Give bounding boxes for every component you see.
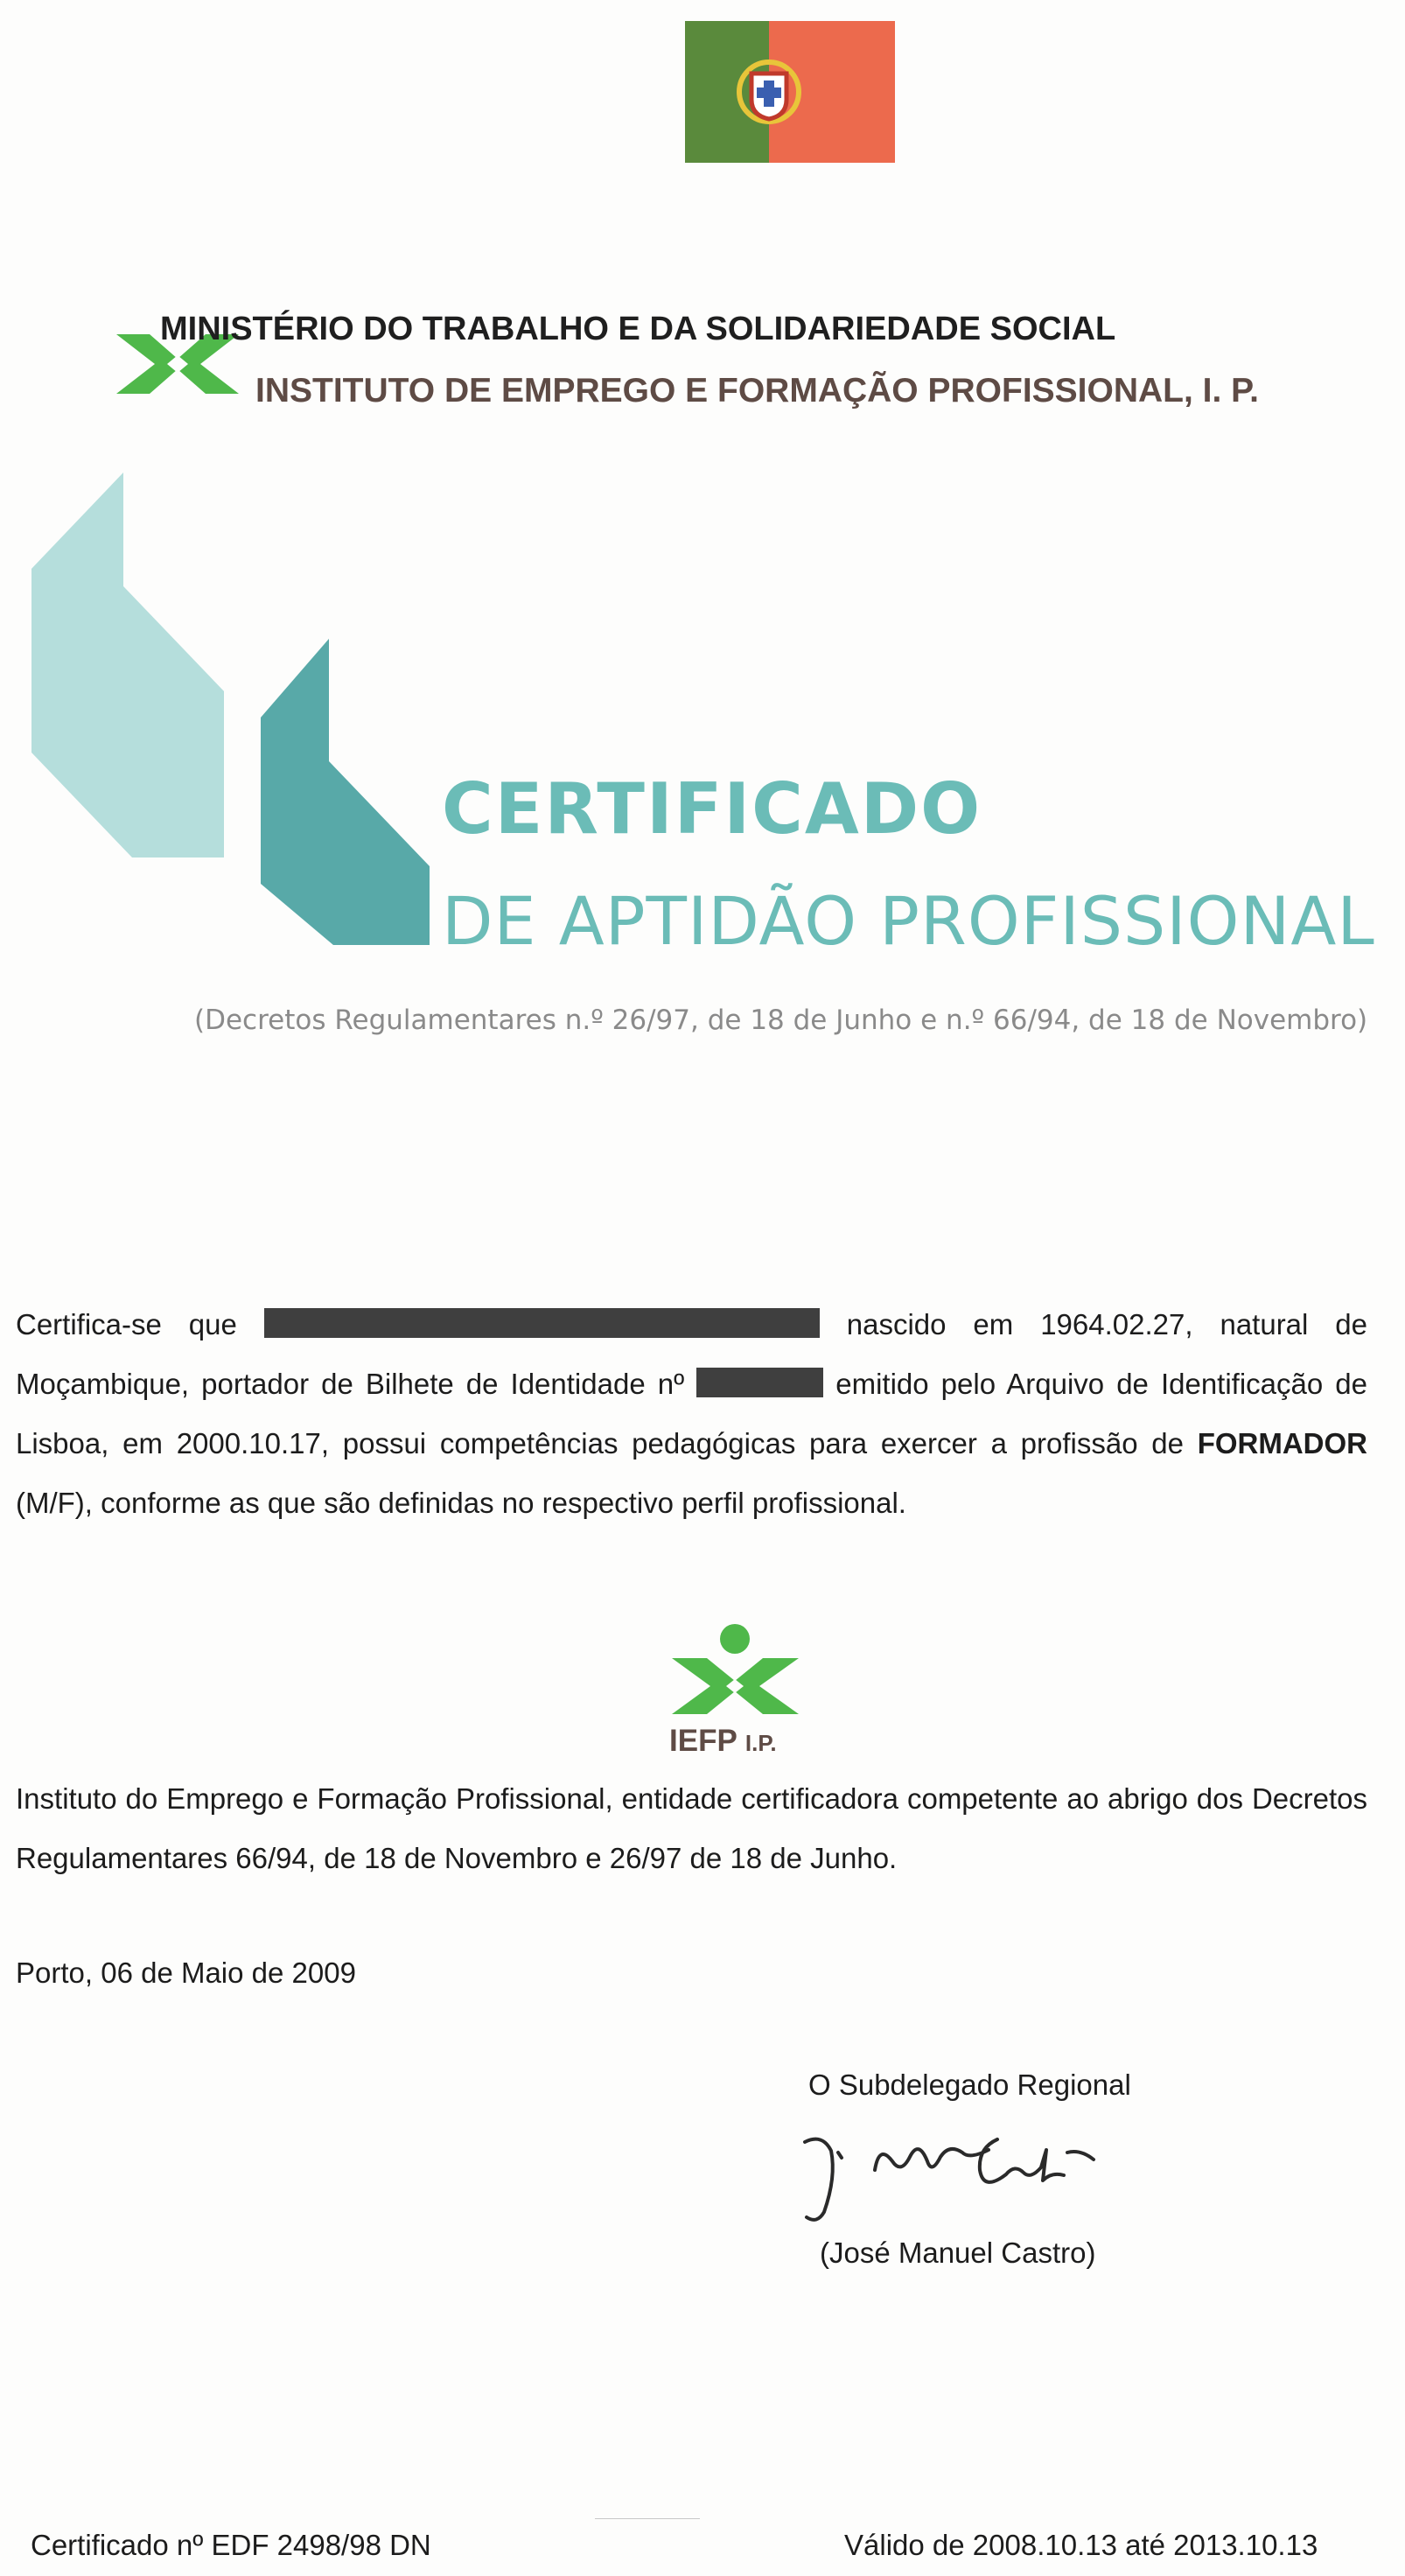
footer-divider bbox=[595, 2518, 700, 2519]
signatory-name: (José Manuel Castro) bbox=[820, 2236, 1096, 2269]
certificate-number: Certificado nº EDF 2498/98 DN bbox=[31, 2529, 431, 2561]
redacted-name bbox=[264, 1308, 820, 1338]
decrees-reference: (Decretos Regulamentares n.º 26/97, de 18 de Junho e n.º 66/94, de 18 de Novembro) bbox=[194, 1004, 1368, 1036]
profession-name: FORMADOR bbox=[1197, 1427, 1367, 1460]
place-date: Porto, 06 de Maio de 2009 bbox=[16, 1956, 356, 1989]
certificate-subtitle: DE APTIDÃO PROFISSIONAL bbox=[442, 882, 1375, 960]
iefp-label bbox=[669, 1724, 777, 1759]
redacted-id-number bbox=[696, 1368, 823, 1397]
iefp-suffix: I.P. bbox=[744, 1730, 777, 1756]
entity-paragraph: Instituto do Emprego e Formação Profissional, entidade certificadora competente ao abrigo dos Decretos Regulamentares 66/94, de 18 de Novembro e 26/97 de 18 de Junho. bbox=[16, 1782, 1367, 1874]
signatory-title: O Subdelegado Regional bbox=[808, 2068, 1131, 2101]
body-text-part: (M/F), conforme as que são definidas no respectivo perfil profissional. bbox=[16, 1487, 906, 1519]
ministry-heading: MINISTÉRIO DO TRABALHO E DA SOLIDARIEDADE SOCIAL bbox=[160, 311, 1116, 347]
body-text-part: emitido pelo Arquivo de Identificação de Lisboa, em 2000.10.17, possui competências pedagógicas para exercer a profissão de bbox=[16, 1368, 1367, 1460]
body-text-part: Certifica-se que bbox=[16, 1308, 237, 1340]
handwritten-signature bbox=[779, 2118, 1164, 2231]
validity-period: Válido de 2008.10.13 até 2013.10.13 bbox=[844, 2529, 1318, 2561]
certificate-title: CERTIFICADO bbox=[442, 768, 982, 850]
certification-paragraph bbox=[16, 1295, 1367, 1533]
body-text-part: nascido em 1964.02.27, natural de Moçambique, portador de Bilhete de Identidade nº bbox=[16, 1308, 1368, 1400]
institute-heading: INSTITUTO DE EMPREGO E FORMAÇÃO PROFISSIONAL, I. P. bbox=[255, 372, 1259, 410]
portugal-flag-icon bbox=[685, 21, 895, 163]
iefp-name: IEFP bbox=[669, 1724, 737, 1758]
decorative-bracket-graphic bbox=[31, 472, 443, 962]
iefp-emblem-icon bbox=[672, 1623, 799, 1719]
